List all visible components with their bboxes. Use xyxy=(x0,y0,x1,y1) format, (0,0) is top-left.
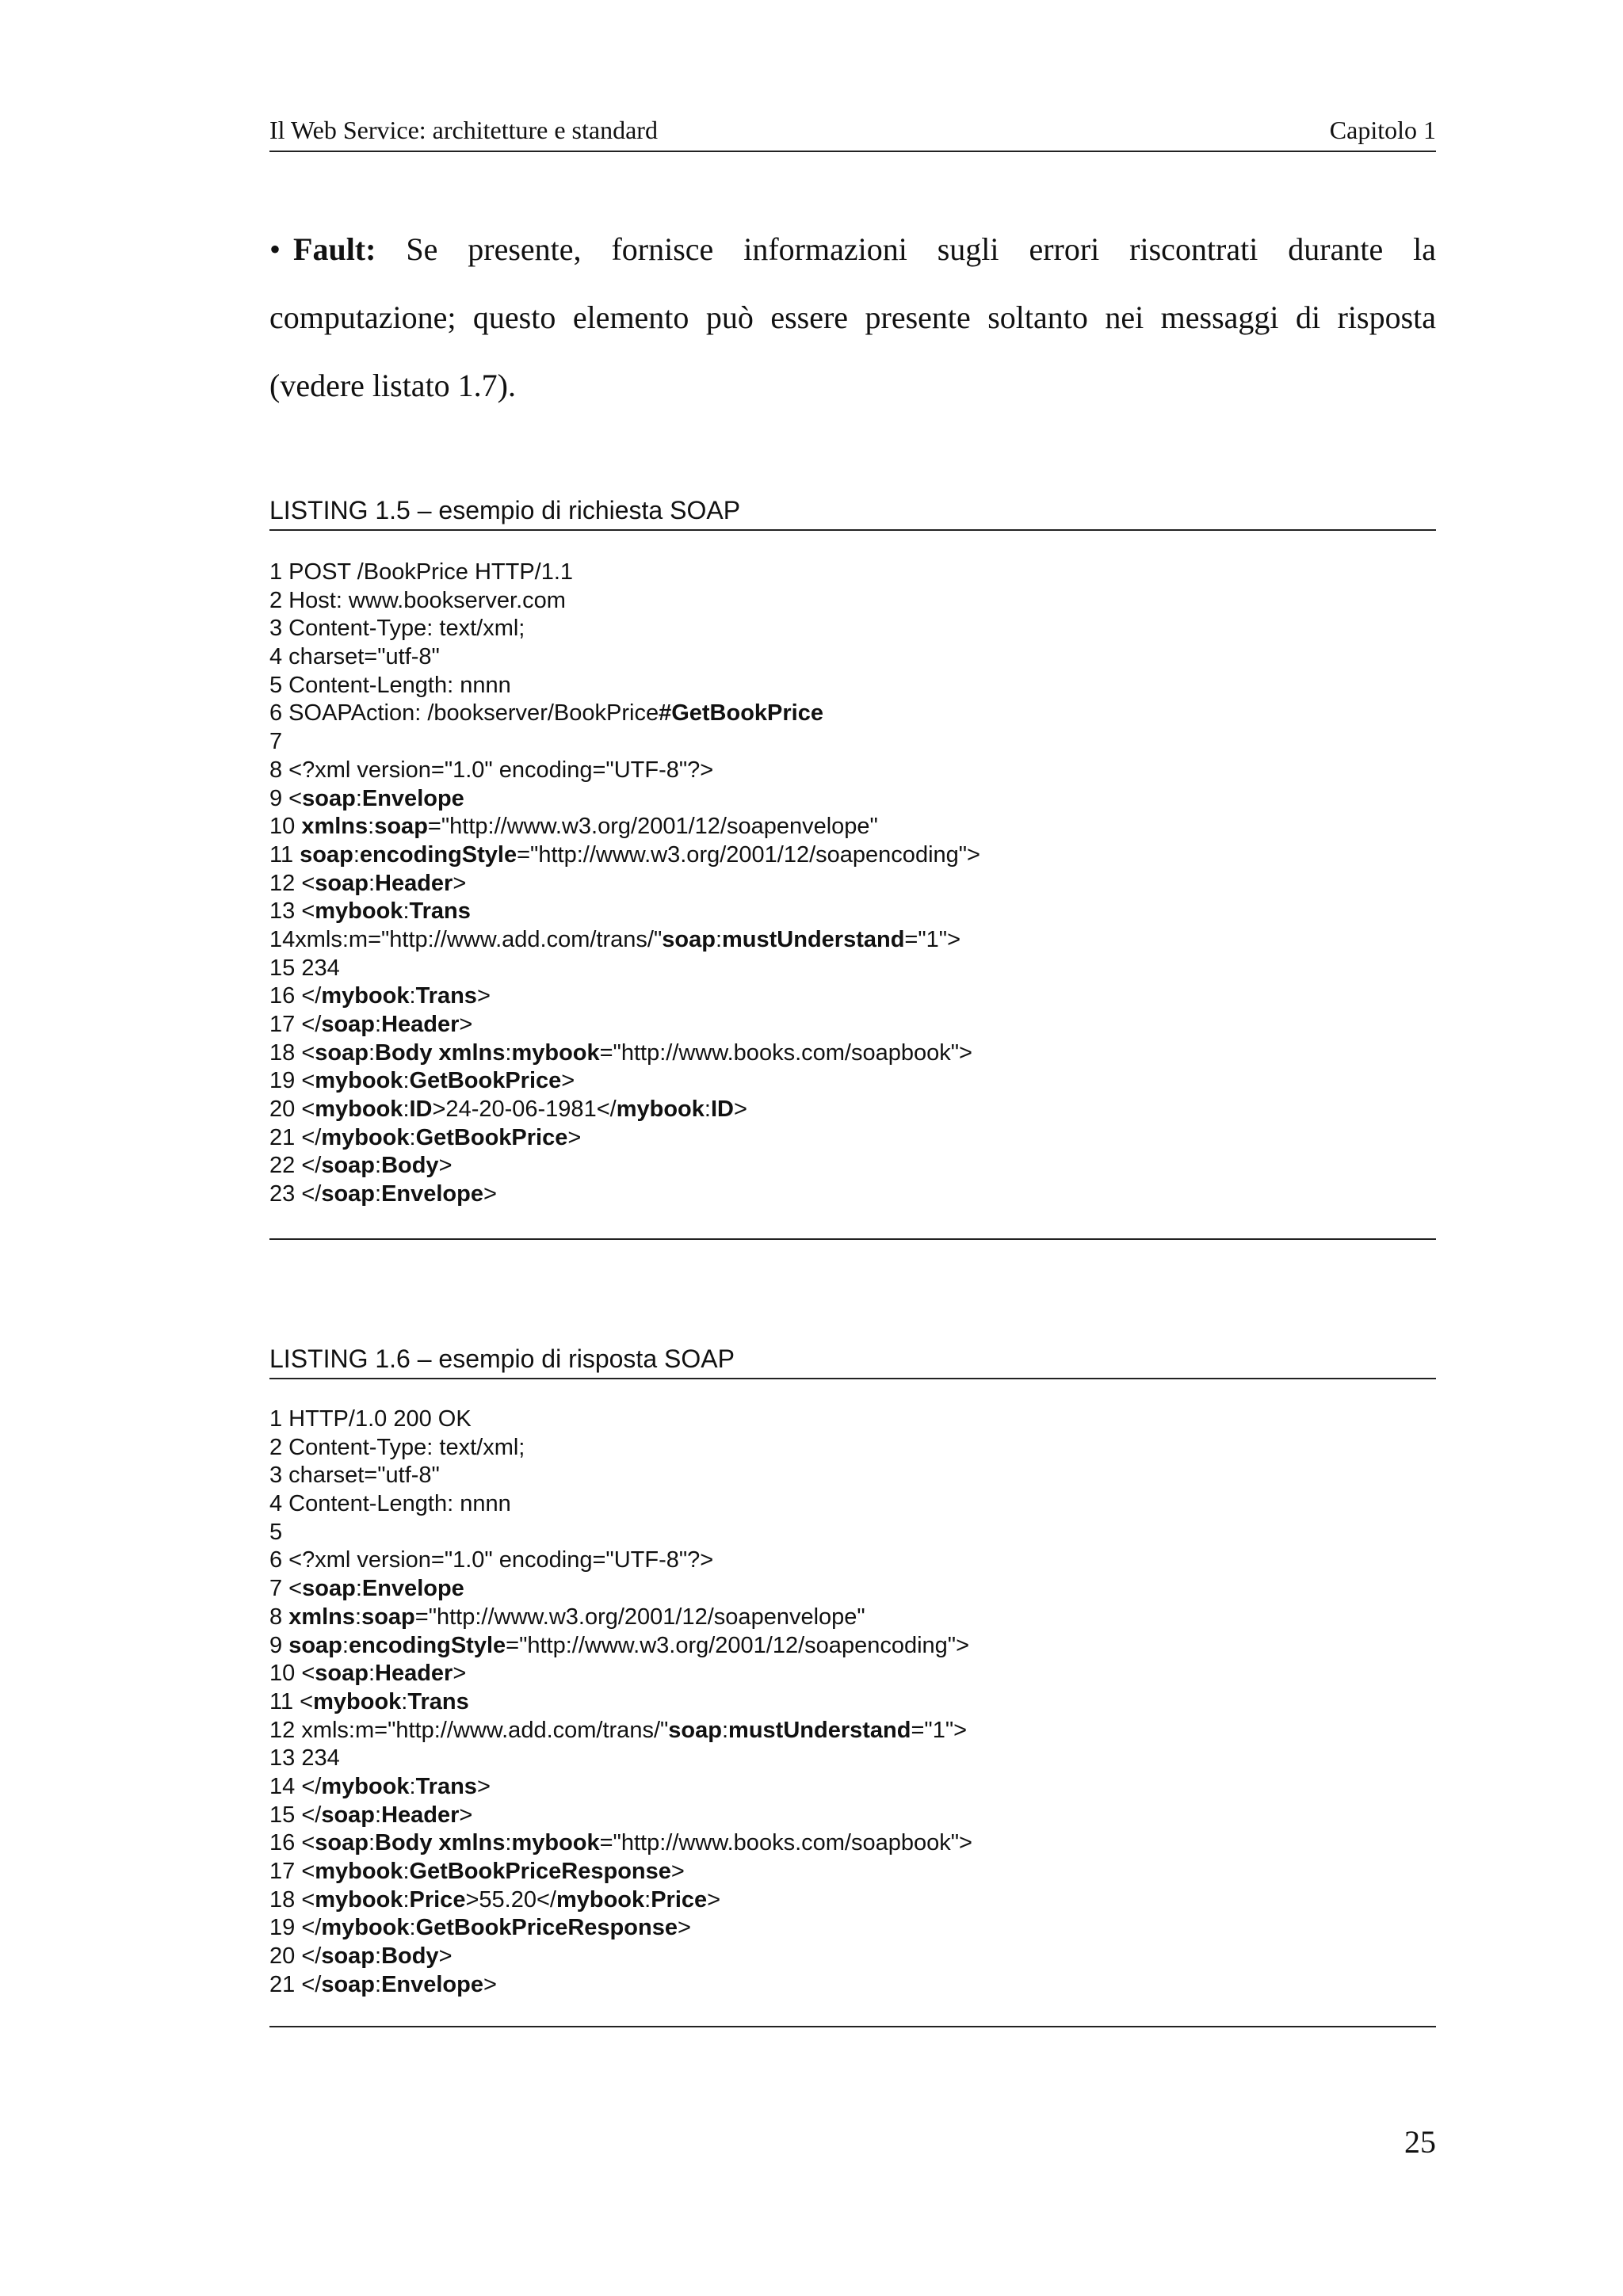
code-line xyxy=(269,1660,1436,1688)
fault-paragraph xyxy=(269,215,1436,420)
code-token-bold: soap xyxy=(321,1971,375,1997)
code-token: 14xmls:m="http://www.add.com/trans/" xyxy=(269,926,663,952)
code-token: 21 </ xyxy=(269,1971,322,1997)
code-line xyxy=(269,672,1436,700)
code-token: : xyxy=(368,1830,375,1856)
code-token-bold: mustUnderstand xyxy=(728,1717,911,1743)
code-token: : xyxy=(715,926,722,952)
code-token: : xyxy=(409,1773,416,1799)
code-token: > xyxy=(483,1971,497,1997)
code-token-bold: soap xyxy=(321,1181,375,1207)
code-token: > xyxy=(677,1915,691,1941)
code-token-bold: Header xyxy=(375,870,453,896)
code-token-bold: encodingStyle xyxy=(359,841,517,868)
code-token: : xyxy=(342,1632,349,1658)
paragraph-line xyxy=(269,215,1436,284)
code-token-bold: Envelope xyxy=(381,1971,483,1997)
code-token: 2 Content-Type: text/xml; xyxy=(269,1434,525,1460)
code-line xyxy=(269,1462,1436,1490)
code-token: > xyxy=(453,1661,467,1687)
code-token-bold: soap xyxy=(315,1039,369,1066)
code-token: > xyxy=(438,1943,453,1970)
code-line xyxy=(269,841,1436,870)
listing-1-5-code xyxy=(269,559,1436,1209)
code-line xyxy=(269,785,1436,814)
code-token: > xyxy=(476,983,491,1009)
code-token: : xyxy=(375,1971,382,1997)
code-token: : xyxy=(505,1039,512,1066)
code-token-bold: GetBookPrice xyxy=(409,1068,562,1094)
listing-1-5-caption: LISTING 1.5 – esempio di richiesta SOAP xyxy=(269,493,1436,531)
code-token-bold: soap xyxy=(321,1802,375,1828)
code-line xyxy=(269,982,1436,1011)
code-token-bold: soap xyxy=(315,1830,369,1856)
code-token: : xyxy=(403,898,410,925)
code-token: 20 < xyxy=(269,1097,315,1123)
code-line xyxy=(269,1745,1436,1773)
term-fault: Fault: xyxy=(293,231,376,267)
code-token: 13 234 xyxy=(269,1745,340,1772)
code-token: ="http://www.w3.org/2001/12/soapenvelope" xyxy=(427,814,878,840)
code-line xyxy=(269,955,1436,983)
code-token: : xyxy=(368,1661,375,1687)
code-line xyxy=(269,926,1436,955)
code-token: > xyxy=(483,1181,497,1207)
code-token: : xyxy=(505,1830,512,1856)
code-token: : xyxy=(375,1802,382,1828)
code-token: : xyxy=(368,1039,375,1066)
code-token: 19 < xyxy=(269,1068,315,1094)
code-token-bold: soap xyxy=(302,785,356,811)
code-token-bold: soap xyxy=(361,1604,415,1630)
code-token: : xyxy=(368,814,375,840)
code-token-bold: mybook xyxy=(321,1915,410,1941)
code-token: 21 </ xyxy=(269,1124,322,1150)
paragraph-line: (vedere listato 1.7). xyxy=(269,368,516,403)
code-token: 3 charset="utf-8" xyxy=(269,1463,440,1489)
code-token: : xyxy=(403,1886,410,1913)
code-token-bold: mybook xyxy=(315,1068,403,1094)
code-token-bold: Header xyxy=(381,1802,460,1828)
page-number: 25 xyxy=(1404,2124,1436,2160)
code-token-bold: Trans xyxy=(409,898,471,925)
code-token-bold: Trans xyxy=(407,1688,469,1714)
code-token-bold: mybook xyxy=(321,1773,410,1799)
code-token-bold: soap xyxy=(315,870,369,896)
bullet: • xyxy=(269,231,281,267)
code-token-bold: Body xmlns xyxy=(375,1830,506,1856)
code-token: : xyxy=(355,1604,362,1630)
code-token-bold: GetBookPrice xyxy=(415,1124,568,1150)
code-token-bold: Body xmlns xyxy=(375,1039,506,1066)
code-token-bold: soap xyxy=(321,1012,375,1037)
code-token: ="http://www.books.com/soapbook"> xyxy=(599,1830,972,1856)
code-token: 17 </ xyxy=(269,1012,322,1037)
code-token: 12 xmls:m="http://www.add.com/trans/" xyxy=(269,1717,669,1743)
code-token: 12 < xyxy=(269,870,315,896)
code-line xyxy=(269,559,1436,587)
code-token: 11 < xyxy=(269,1688,314,1714)
code-line xyxy=(269,1688,1436,1717)
code-token-bold: mybook xyxy=(616,1097,705,1123)
code-line xyxy=(269,1575,1436,1604)
code-token: ="http://www.w3.org/2001/12/soapencoding"> xyxy=(506,1632,970,1658)
code-token-bold: soap xyxy=(315,1661,369,1687)
code-token: 8 <?xml version="1.0" encoding="UTF-8"?> xyxy=(269,757,714,783)
code-token: 2 Host: www.bookserver.com xyxy=(269,587,566,613)
code-token-bold: mybook xyxy=(315,1859,403,1884)
code-token-bold: soap xyxy=(300,841,353,868)
code-token-bold: soap xyxy=(374,814,428,840)
code-line xyxy=(269,1490,1436,1519)
code-token-bold: xmlns xyxy=(301,814,369,840)
header-chapter: Capitolo 1 xyxy=(1329,116,1436,144)
code-token-bold: mybook xyxy=(321,983,410,1009)
code-line xyxy=(269,1096,1436,1124)
code-token: : xyxy=(403,1068,410,1094)
code-token: > xyxy=(453,870,467,896)
code-token-bold: mybook xyxy=(315,1886,403,1913)
code-token: 11 xyxy=(269,841,300,868)
code-token-bold: Header xyxy=(381,1012,460,1037)
code-token-bold: GetBookPriceResponse xyxy=(415,1915,678,1941)
code-token: : xyxy=(644,1886,651,1913)
paragraph-text: Se presente, fornisce informazioni sugli errori riscontrati durante la xyxy=(406,231,1436,267)
code-token-bold: Trans xyxy=(415,983,477,1009)
code-line xyxy=(269,1773,1436,1802)
code-token-bold: soap xyxy=(302,1576,356,1602)
code-token: > xyxy=(459,1012,473,1037)
code-line xyxy=(269,898,1436,926)
code-token-bold: Body xyxy=(381,1153,439,1179)
code-line xyxy=(269,1717,1436,1745)
code-token: : xyxy=(375,1181,382,1207)
code-token: : xyxy=(403,1097,410,1123)
code-line xyxy=(269,1124,1436,1153)
paragraph-line: computazione; questo elemento può essere presente soltanto nei messaggi di risposta xyxy=(269,299,1436,335)
code-line xyxy=(269,1519,1436,1547)
code-token: : xyxy=(401,1688,408,1714)
running-header xyxy=(269,114,1436,152)
code-token: 1 POST /BookPrice HTTP/1.1 xyxy=(269,559,574,585)
listing-1-6-caption: LISTING 1.6 – esempio di risposta SOAP xyxy=(269,1341,1436,1379)
code-line xyxy=(269,1632,1436,1661)
code-token: 1 HTTP/1.0 200 OK xyxy=(269,1406,472,1432)
code-token: 19 </ xyxy=(269,1915,322,1941)
code-token: > xyxy=(670,1859,685,1884)
code-token-bold: mybook xyxy=(315,898,403,925)
code-token-bold: ID xyxy=(409,1097,433,1123)
code-token: 5 Content-Length: nnnn xyxy=(269,672,511,698)
code-line xyxy=(269,1067,1436,1096)
code-token: 23 </ xyxy=(269,1181,322,1207)
code-token: : xyxy=(409,1915,416,1941)
code-line xyxy=(269,1971,1436,2000)
code-token: > xyxy=(459,1802,473,1828)
code-line xyxy=(269,1886,1436,1915)
code-token: 9 xyxy=(269,1632,289,1658)
code-line xyxy=(269,1180,1436,1209)
code-line xyxy=(269,1604,1436,1632)
code-token-bold: mybook xyxy=(313,1688,402,1714)
listing-1-5-end-rule xyxy=(269,1238,1436,1240)
code-token-bold: mybook xyxy=(315,1097,403,1123)
code-token-bold: soap xyxy=(321,1943,375,1970)
code-token-bold: soap xyxy=(668,1717,722,1743)
code-token: > xyxy=(561,1068,575,1094)
code-token: ="http://www.w3.org/2001/12/soapenvelope" xyxy=(414,1604,865,1630)
code-line xyxy=(269,1547,1436,1575)
code-token: : xyxy=(721,1717,729,1743)
code-token-bold: Price xyxy=(409,1886,466,1913)
code-token: > xyxy=(733,1097,747,1123)
code-line xyxy=(269,1434,1436,1463)
code-token-bold: Header xyxy=(375,1661,453,1687)
code-token-bold: Envelope xyxy=(381,1181,483,1207)
code-token-bold: soap xyxy=(321,1153,375,1179)
code-line xyxy=(269,1943,1436,1971)
code-line xyxy=(269,643,1436,672)
code-token-bold: mybook xyxy=(556,1886,645,1913)
listing-1-6-end-rule xyxy=(269,2026,1436,2027)
code-token-bold: mybook xyxy=(511,1830,600,1856)
code-token: 13 < xyxy=(269,898,315,925)
code-token: 16 < xyxy=(269,1830,315,1856)
code-token-bold: GetBookPriceResponse xyxy=(409,1859,671,1884)
code-token-bold: encodingStyle xyxy=(348,1632,506,1658)
listing-1-6-code xyxy=(269,1405,1436,1999)
code-token-bold: #GetBookPrice xyxy=(659,700,823,727)
code-token: 22 </ xyxy=(269,1153,322,1179)
code-token: 10 < xyxy=(269,1661,315,1687)
code-token: 6 <?xml version="1.0" encoding="UTF-8"?> xyxy=(269,1547,714,1573)
code-token-bold: mustUnderstand xyxy=(722,926,905,952)
code-token: : xyxy=(355,785,362,811)
code-line xyxy=(269,700,1436,728)
code-line xyxy=(269,813,1436,841)
code-token: 18 < xyxy=(269,1886,315,1913)
code-line xyxy=(269,1011,1436,1039)
code-line xyxy=(269,1829,1436,1858)
code-token-bold: ID xyxy=(710,1097,734,1123)
code-token: > xyxy=(567,1124,582,1150)
code-token: 4 charset="utf-8" xyxy=(269,644,440,670)
code-token-bold: Price xyxy=(651,1886,708,1913)
code-line xyxy=(269,870,1436,898)
code-line xyxy=(269,1802,1436,1830)
code-token-bold: mybook xyxy=(321,1124,410,1150)
code-token: > xyxy=(438,1153,453,1179)
header-title: Il Web Service: architetture e standard xyxy=(269,116,658,144)
code-token-bold: Body xyxy=(381,1943,439,1970)
code-line xyxy=(269,1405,1436,1434)
code-token-bold: xmlns xyxy=(288,1604,356,1630)
code-token-bold: Envelope xyxy=(361,1576,464,1602)
code-token: >24-20-06-1981</ xyxy=(432,1097,617,1123)
code-token: > xyxy=(707,1886,721,1913)
code-token: 15 </ xyxy=(269,1802,322,1828)
code-token-bold: mybook xyxy=(511,1039,600,1066)
code-token: 14 </ xyxy=(269,1773,322,1799)
code-token-bold: soap xyxy=(288,1632,342,1658)
code-token: : xyxy=(375,1943,382,1970)
code-token: : xyxy=(375,1012,382,1037)
code-token: 6 SOAPAction: /bookserver/BookPrice xyxy=(269,700,659,727)
code-token: 5 xyxy=(269,1519,283,1545)
code-line xyxy=(269,728,1436,757)
code-token-bold: soap xyxy=(662,926,716,952)
code-token: 7 < xyxy=(269,1576,303,1602)
code-token: : xyxy=(353,841,360,868)
code-token: 10 xyxy=(269,814,302,840)
code-token: : xyxy=(403,1859,410,1884)
code-line xyxy=(269,757,1436,785)
code-token: : xyxy=(375,1153,382,1179)
code-token: 9 < xyxy=(269,785,303,811)
code-line xyxy=(269,615,1436,643)
code-token-bold: Trans xyxy=(415,1773,477,1799)
code-token: 8 xyxy=(269,1604,289,1630)
code-token: : xyxy=(355,1576,362,1602)
code-token: 15 234 xyxy=(269,955,340,981)
code-line xyxy=(269,587,1436,616)
code-token: ="http://www.w3.org/2001/12/soapencoding"> xyxy=(517,841,980,868)
code-token: 17 < xyxy=(269,1859,315,1884)
code-token: ="1"> xyxy=(911,1717,968,1743)
code-line xyxy=(269,1914,1436,1943)
code-line xyxy=(269,1152,1436,1180)
code-token: : xyxy=(368,870,375,896)
code-token-bold: Envelope xyxy=(361,785,464,811)
code-token: 3 Content-Type: text/xml; xyxy=(269,616,525,642)
code-token: : xyxy=(409,1124,416,1150)
code-line xyxy=(269,1858,1436,1886)
code-token: 20 </ xyxy=(269,1943,322,1970)
code-token: 7 xyxy=(269,729,283,755)
code-token: : xyxy=(704,1097,711,1123)
code-line xyxy=(269,1039,1436,1068)
code-token: 18 < xyxy=(269,1039,315,1066)
code-token: ="http://www.books.com/soapbook"> xyxy=(599,1039,972,1066)
code-token: 16 </ xyxy=(269,983,322,1009)
code-token: > xyxy=(476,1773,491,1799)
code-token: : xyxy=(409,983,416,1009)
code-token: >55.20</ xyxy=(465,1886,556,1913)
code-token: 4 Content-Length: nnnn xyxy=(269,1491,511,1517)
code-token: ="1"> xyxy=(904,926,961,952)
